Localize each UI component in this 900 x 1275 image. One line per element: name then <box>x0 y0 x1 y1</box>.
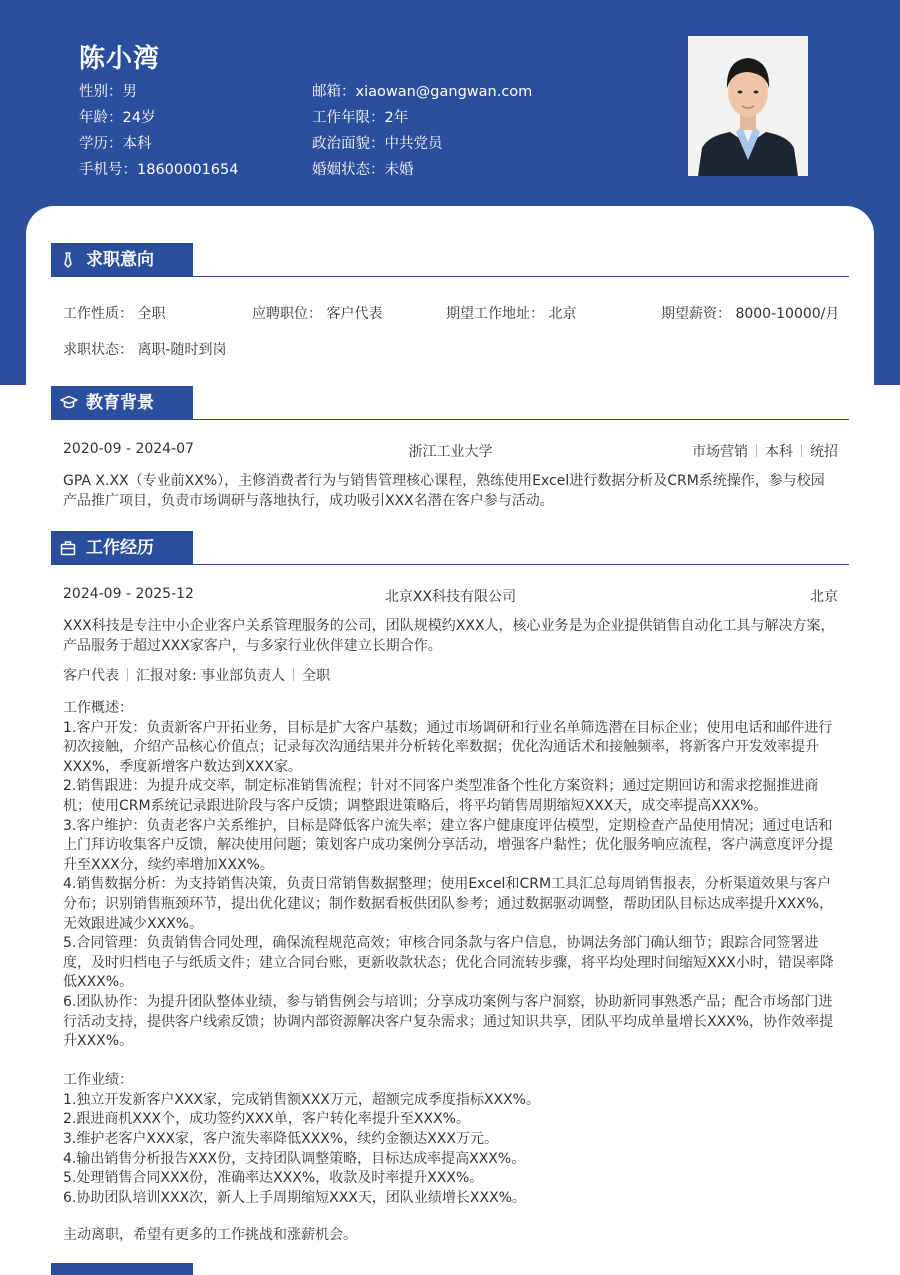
profile-header <box>0 0 900 206</box>
job-position: 应聘职位： 客户代表 <box>252 306 383 322</box>
work-detail-line: 度，及时归档电子与纸质文件；建立合同台账，更新收款状态；优化合同流转步骤，将平均处理时间缩短XXX小时，错误率降 <box>63 954 834 971</box>
section-tab <box>51 386 193 420</box>
section-next <box>51 1263 849 1275</box>
section-divider <box>51 564 849 565</box>
education-description: GPA X.XX（专业前XX%），主修消费者行为与销售管理核心课程，熟练使用Excel进行数据分析及CRM系统操作，参与校园 产品推广项目，负责市场调研与落地执行，成功吸引XXX名潜在客户参与活动。 <box>63 473 825 509</box>
work-details <box>63 699 839 1208</box>
person-photo-icon <box>688 36 808 176</box>
section-tab <box>51 531 193 565</box>
education-school: 浙江工业大学 <box>408 444 493 460</box>
work-detail-line: XXX%，季度新增客户数达到XXX家。 <box>63 758 302 775</box>
company-intro: XXX科技是专注中小企业客户关系管理服务的公司，团队规模约XXX人，核心业务是为企业提供销售自动化工具与解决方案， 产品服务于超过XXX家客户，与多家行业伙伴建立长期合作。 <box>63 618 835 654</box>
work-detail-line: 6.团队协作：为提升团队整体业绩，参与销售例会与培训；分享成功案例与客户洞察，协助新同事熟悉产品；配合市场部门进 <box>63 993 833 1010</box>
work-tag: 汇报对象: 事业部负责人 <box>136 668 286 684</box>
work-detail-line <box>63 1052 839 1072</box>
education-row <box>63 441 838 461</box>
work-company: 北京XX科技有限公司 <box>384 589 517 605</box>
education-degree: 本科 <box>765 444 793 460</box>
work-detail-line: 5.合同管理：负责销售合同处理，确保流程规范高效；审核合同条款与客户信息，协调法务部门确认细节；跟踪合同签署进 <box>63 935 819 952</box>
work-detail-line: 1.客户开发：负责新客户开拓业务，目标是扩大客户基数；通过市场调研和行业名单筛选潜在目标企业；使用电话和邮件进行 <box>63 719 833 736</box>
job-nature: 工作性质： 全职 <box>63 306 166 322</box>
age: 年龄：24岁 <box>79 110 156 126</box>
work-detail-line: 无效跟进减少XXX%。 <box>63 915 204 932</box>
work-detail-line: 升XXX%。 <box>63 1033 134 1050</box>
profile-photo <box>688 36 808 176</box>
graduation-cap-icon <box>60 395 78 411</box>
section-tab <box>51 243 193 277</box>
work-detail-line: 4.输出销售分析报告XXX份，支持团队调整策略，目标达成率提高XXX%。 <box>63 1150 526 1167</box>
job-salary: 期望薪资： 8000-10000/月 <box>661 306 840 322</box>
profile-info-right <box>312 79 532 183</box>
briefcase-icon <box>60 540 76 556</box>
work-detail-line: 1.独立开发新客户XXX家，完成销售额XXX万元，超额完成季度指标XXX%。 <box>63 1091 540 1108</box>
work-detail-line: 2.跟进商机XXX个，成功签约XXX单，客户转化率提升至XXX%。 <box>63 1111 470 1128</box>
work-tag: 全职 <box>302 668 331 684</box>
section-title-text: 求职意向 <box>86 250 154 270</box>
work-city: 北京 <box>810 589 838 605</box>
work-detail-line: 升至XXX分，续约率增加XXX%。 <box>63 856 274 873</box>
work-tags <box>63 665 330 685</box>
education-meta <box>692 441 838 461</box>
work-detail-line: 行活动支持，提供客户线索反馈；协调内部资源解决客户复杂需求；通过知识共享，团队平均成单量增长XXX%，协作效率提 <box>63 1013 834 1030</box>
education-type: 统招 <box>810 444 838 460</box>
work-detail-line: 3.客户维护：负责老客户关系维护，目标是降低客户流失率；建立客户健康度评估模型，定期检查产品使用情况；通过电话和 <box>63 817 833 834</box>
work-detail-line: 4.销售数据分析：为支持销售决策，负责日常销售数据整理；使用Excel和CRM工具汇总每周销售报表，分析渠道效果与客户 <box>63 876 832 893</box>
tie-icon <box>60 252 76 268</box>
work-tag: 客户代表 <box>63 668 119 684</box>
work-detail-line: 分布；识别销售瓶颈环节，提出优化建议；制作数据看板供团队参考；通过数据驱动调整，帮助团队目标达成率提升XXX%， <box>63 895 834 912</box>
work-detail-line: 机；使用CRM系统记录跟进阶段与客户反馈；调整跟进策略后，将平均销售周期缩短XXX天，成交率提高XXX%。 <box>63 797 768 814</box>
work-row <box>63 586 838 606</box>
work-detail-line: 初次接触，介绍产品核心价值点；记录每次沟通结果并分析转化率数据；优化沟通话术和接触频率，将新客户开发效率提升 <box>63 739 819 756</box>
education-major: 市场营销 <box>692 444 748 460</box>
work-years: 工作年限：2年 <box>312 110 409 126</box>
education-period: 2020-09 - 2024-07 <box>63 441 194 457</box>
candidate-name: 陈小湾 <box>79 44 161 74</box>
job-status: 求职状态： 离职-随时到岗 <box>63 342 227 358</box>
section-title-text: 工作经历 <box>86 538 154 558</box>
political-status: 政治面貌：中共党员 <box>312 136 443 152</box>
work-period: 2024-09 - 2025-12 <box>63 586 194 602</box>
work-detail-line: 3.维护老客户XXX家，客户流失率降低XXX%，续约金额达XXX万元。 <box>63 1131 498 1148</box>
work-detail-line: 2.销售跟进：为提升成交率，制定标准销售流程；针对不同客户类型准备个性化方案资料；通过定期回访和需求挖掘推进商 <box>63 778 819 795</box>
phone: 手机号：18600001654 <box>79 162 239 178</box>
work-detail-line: 工作概述： <box>63 700 133 716</box>
work-detail-line: 上门拜访收集客户反馈，解决使用问题；策划客户成功案例分享活动，增强客户黏性；优化服务响应流程，客户满意度评分提 <box>63 837 833 854</box>
section-work-experience <box>51 531 849 565</box>
section-title-text: 教育背景 <box>86 393 154 413</box>
email: 邮箱：xiaowan@gangwan.com <box>312 84 533 100</box>
job-location: 期望工作地址： 北京 <box>446 306 577 322</box>
section-divider <box>51 276 849 277</box>
section-tab <box>51 1263 193 1275</box>
gender: 性别：男 <box>79 84 137 100</box>
section-education <box>51 386 849 420</box>
section-divider <box>51 419 849 420</box>
marital-status: 婚姻状态：未婚 <box>312 162 414 178</box>
work-detail-line: 6.协助团队培训XXX次，新人上手周期缩短XXX天，团队业绩增长XXX%。 <box>63 1189 526 1206</box>
work-detail-line: 5.处理销售合同XXX份，准确率达XXX%，收款及时率提升XXX%。 <box>63 1170 484 1187</box>
profile-info-left <box>79 79 238 183</box>
work-detail-line: 工作业绩： <box>63 1072 133 1089</box>
work-detail-line: 低XXX%。 <box>63 974 134 991</box>
section-job-intent <box>51 243 849 277</box>
leave-reason: 主动离职，希望有更多的工作挑战和涨薪机会。 <box>63 1227 357 1243</box>
education-level: 学历：本科 <box>79 136 152 152</box>
